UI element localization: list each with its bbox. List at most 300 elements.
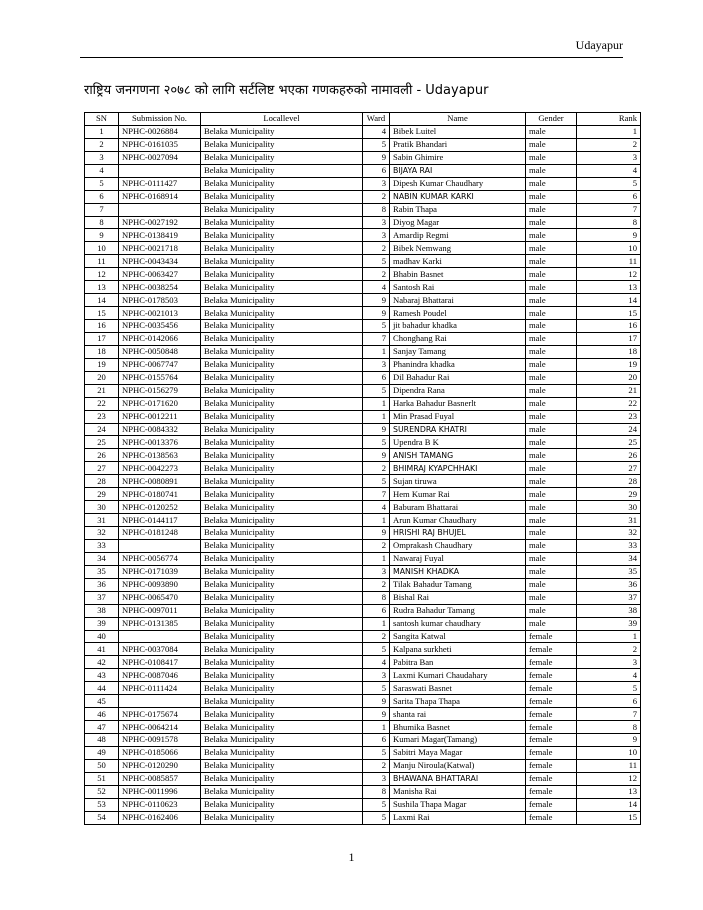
cell-submission: NPHC-0021718 xyxy=(119,242,201,255)
cell-submission: NPHC-0067747 xyxy=(119,358,201,371)
cell-rank: 9 xyxy=(577,229,641,242)
cell-name: Sangita Katwal xyxy=(390,630,526,643)
cell-submission: NPHC-0110623 xyxy=(119,798,201,811)
table-row xyxy=(85,565,641,578)
cell-name: MANISH KHADKA xyxy=(390,565,526,578)
column-header-name: Name xyxy=(390,113,526,126)
cell-rank: 10 xyxy=(577,746,641,759)
cell-rank: 2 xyxy=(577,138,641,151)
cell-sn: 44 xyxy=(85,682,119,695)
cell-name: Ramesh Poudel xyxy=(390,307,526,320)
cell-submission xyxy=(119,203,201,216)
cell-rank: 7 xyxy=(577,203,641,216)
table-row xyxy=(85,811,641,824)
cell-sn: 40 xyxy=(85,630,119,643)
cell-submission: NPHC-0131385 xyxy=(119,617,201,630)
table-row xyxy=(85,177,641,190)
table-row xyxy=(85,682,641,695)
cell-name: Dipesh Kumar Chaudhary xyxy=(390,177,526,190)
cell-gender: male xyxy=(526,320,577,333)
cell-locallevel: Belaka Municipality xyxy=(201,617,363,630)
cell-ward: 9 xyxy=(363,527,390,540)
table-row xyxy=(85,785,641,798)
table-row xyxy=(85,488,641,501)
cell-ward: 5 xyxy=(363,746,390,759)
cell-locallevel: Belaka Municipality xyxy=(201,514,363,527)
cell-gender: female xyxy=(526,746,577,759)
cell-locallevel: Belaka Municipality xyxy=(201,772,363,785)
cell-gender: female xyxy=(526,695,577,708)
table-row xyxy=(85,138,641,151)
cell-submission: NPHC-0156279 xyxy=(119,384,201,397)
cell-submission xyxy=(119,539,201,552)
cell-gender: female xyxy=(526,734,577,747)
cell-locallevel: Belaka Municipality xyxy=(201,501,363,514)
cell-locallevel: Belaka Municipality xyxy=(201,307,363,320)
cell-name: Phanindra khadka xyxy=(390,358,526,371)
cell-sn: 47 xyxy=(85,721,119,734)
cell-name: Arun Kumar Chaudhary xyxy=(390,514,526,527)
cell-locallevel: Belaka Municipality xyxy=(201,177,363,190)
table-row xyxy=(85,164,641,177)
cell-name: Nawaraj Fuyal xyxy=(390,552,526,565)
cell-submission: NPHC-0185066 xyxy=(119,746,201,759)
cell-sn: 53 xyxy=(85,798,119,811)
cell-rank: 33 xyxy=(577,539,641,552)
cell-locallevel: Belaka Municipality xyxy=(201,255,363,268)
column-header-sn: SN xyxy=(85,113,119,126)
cell-locallevel: Belaka Municipality xyxy=(201,759,363,772)
cell-gender: male xyxy=(526,307,577,320)
cell-name: Hem Kumar Rai xyxy=(390,488,526,501)
cell-name: Upendra B K xyxy=(390,436,526,449)
cell-gender: female xyxy=(526,785,577,798)
cell-sn: 51 xyxy=(85,772,119,785)
cell-sn: 4 xyxy=(85,164,119,177)
cell-name: Harka Bahadur Basnerlt xyxy=(390,397,526,410)
cell-sn: 49 xyxy=(85,746,119,759)
table-row xyxy=(85,397,641,410)
table-row xyxy=(85,721,641,734)
cell-rank: 9 xyxy=(577,734,641,747)
cell-locallevel: Belaka Municipality xyxy=(201,268,363,281)
cell-rank: 12 xyxy=(577,268,641,281)
cell-gender: female xyxy=(526,772,577,785)
cell-gender: female xyxy=(526,721,577,734)
cell-ward: 3 xyxy=(363,229,390,242)
cell-name: Dipendra Rana xyxy=(390,384,526,397)
cell-sn: 35 xyxy=(85,565,119,578)
cell-submission: NPHC-0120252 xyxy=(119,501,201,514)
cell-rank: 13 xyxy=(577,785,641,798)
cell-gender: male xyxy=(526,255,577,268)
cell-name: shanta rai xyxy=(390,708,526,721)
cell-rank: 3 xyxy=(577,656,641,669)
cell-gender: male xyxy=(526,177,577,190)
cell-ward: 3 xyxy=(363,216,390,229)
cell-sn: 31 xyxy=(85,514,119,527)
cell-sn: 50 xyxy=(85,759,119,772)
cell-ward: 5 xyxy=(363,320,390,333)
cell-name: madhav Karki xyxy=(390,255,526,268)
cell-locallevel: Belaka Municipality xyxy=(201,604,363,617)
cell-sn: 52 xyxy=(85,785,119,798)
cell-rank: 15 xyxy=(577,307,641,320)
cell-ward: 9 xyxy=(363,307,390,320)
cell-name: Bishal Rai xyxy=(390,591,526,604)
cell-sn: 42 xyxy=(85,656,119,669)
cell-locallevel: Belaka Municipality xyxy=(201,798,363,811)
cell-ward: 2 xyxy=(363,630,390,643)
cell-sn: 45 xyxy=(85,695,119,708)
table-row xyxy=(85,539,641,552)
cell-name: Sabitri Maya Magar xyxy=(390,746,526,759)
cell-gender: male xyxy=(526,203,577,216)
cell-rank: 12 xyxy=(577,772,641,785)
cell-name: Bhumika Basnet xyxy=(390,721,526,734)
cell-ward: 9 xyxy=(363,708,390,721)
cell-locallevel: Belaka Municipality xyxy=(201,682,363,695)
cell-locallevel: Belaka Municipality xyxy=(201,811,363,824)
cell-rank: 10 xyxy=(577,242,641,255)
cell-name: Nabaraj Bhattarai xyxy=(390,294,526,307)
cell-locallevel: Belaka Municipality xyxy=(201,746,363,759)
cell-ward: 2 xyxy=(363,462,390,475)
cell-locallevel: Belaka Municipality xyxy=(201,539,363,552)
table-row xyxy=(85,617,641,630)
cell-rank: 7 xyxy=(577,708,641,721)
cell-submission: NPHC-0013376 xyxy=(119,436,201,449)
cell-rank: 2 xyxy=(577,643,641,656)
cell-ward: 4 xyxy=(363,125,390,138)
cell-sn: 13 xyxy=(85,281,119,294)
cell-sn: 41 xyxy=(85,643,119,656)
cell-sn: 25 xyxy=(85,436,119,449)
cell-locallevel: Belaka Municipality xyxy=(201,656,363,669)
cell-sn: 30 xyxy=(85,501,119,514)
table-row xyxy=(85,501,641,514)
cell-ward: 8 xyxy=(363,591,390,604)
cell-gender: male xyxy=(526,527,577,540)
cell-locallevel: Belaka Municipality xyxy=(201,229,363,242)
cell-rank: 31 xyxy=(577,514,641,527)
cell-submission: NPHC-0111427 xyxy=(119,177,201,190)
cell-name: Laxmi Rai xyxy=(390,811,526,824)
cell-locallevel: Belaka Municipality xyxy=(201,216,363,229)
table-row xyxy=(85,203,641,216)
cell-locallevel: Belaka Municipality xyxy=(201,552,363,565)
cell-ward: 5 xyxy=(363,255,390,268)
cell-gender: male xyxy=(526,358,577,371)
cell-sn: 28 xyxy=(85,475,119,488)
table-row xyxy=(85,798,641,811)
cell-sn: 29 xyxy=(85,488,119,501)
cell-sn: 17 xyxy=(85,332,119,345)
cell-gender: male xyxy=(526,216,577,229)
cell-gender: male xyxy=(526,410,577,423)
cell-gender: male xyxy=(526,164,577,177)
cell-submission: NPHC-0161035 xyxy=(119,138,201,151)
cell-gender: male xyxy=(526,565,577,578)
cell-locallevel: Belaka Municipality xyxy=(201,345,363,358)
cell-gender: male xyxy=(526,125,577,138)
cell-ward: 5 xyxy=(363,811,390,824)
cell-sn: 3 xyxy=(85,151,119,164)
cell-ward: 5 xyxy=(363,138,390,151)
cell-submission: NPHC-0063427 xyxy=(119,268,201,281)
cell-rank: 26 xyxy=(577,449,641,462)
cell-sn: 20 xyxy=(85,371,119,384)
cell-ward: 8 xyxy=(363,785,390,798)
cell-sn: 38 xyxy=(85,604,119,617)
cell-gender: male xyxy=(526,384,577,397)
cell-rank: 21 xyxy=(577,384,641,397)
cell-ward: 2 xyxy=(363,190,390,203)
table-header-row xyxy=(85,113,641,126)
table-body xyxy=(85,125,641,824)
cell-sn: 1 xyxy=(85,125,119,138)
cell-submission: NPHC-0085857 xyxy=(119,772,201,785)
cell-gender: male xyxy=(526,449,577,462)
cell-name: santosh kumar chaudhary xyxy=(390,617,526,630)
cell-submission: NPHC-0175674 xyxy=(119,708,201,721)
table-row xyxy=(85,255,641,268)
cell-locallevel: Belaka Municipality xyxy=(201,669,363,682)
cell-submission: NPHC-0138419 xyxy=(119,229,201,242)
column-header-gender: Gender xyxy=(526,113,577,126)
cell-locallevel: Belaka Municipality xyxy=(201,565,363,578)
cell-rank: 19 xyxy=(577,358,641,371)
cell-ward: 9 xyxy=(363,423,390,436)
cell-name: Saraswati Basnet xyxy=(390,682,526,695)
cell-locallevel: Belaka Municipality xyxy=(201,708,363,721)
cell-sn: 24 xyxy=(85,423,119,436)
table-row xyxy=(85,552,641,565)
cell-locallevel: Belaka Municipality xyxy=(201,332,363,345)
table-row xyxy=(85,772,641,785)
cell-sn: 15 xyxy=(85,307,119,320)
table-row xyxy=(85,759,641,772)
cell-gender: male xyxy=(526,151,577,164)
cell-locallevel: Belaka Municipality xyxy=(201,630,363,643)
cell-rank: 16 xyxy=(577,320,641,333)
cell-ward: 9 xyxy=(363,449,390,462)
table-row xyxy=(85,708,641,721)
cell-submission: NPHC-0155764 xyxy=(119,371,201,384)
cell-ward: 2 xyxy=(363,759,390,772)
cell-rank: 36 xyxy=(577,578,641,591)
table-row xyxy=(85,320,641,333)
cell-ward: 4 xyxy=(363,501,390,514)
table-row xyxy=(85,669,641,682)
cell-submission: NPHC-0084332 xyxy=(119,423,201,436)
cell-gender: male xyxy=(526,501,577,514)
cell-gender: male xyxy=(526,294,577,307)
cell-sn: 48 xyxy=(85,734,119,747)
cell-gender: male xyxy=(526,578,577,591)
cell-rank: 15 xyxy=(577,811,641,824)
cell-rank: 11 xyxy=(577,255,641,268)
cell-rank: 30 xyxy=(577,501,641,514)
cell-ward: 8 xyxy=(363,203,390,216)
cell-submission: NPHC-0111424 xyxy=(119,682,201,695)
cell-ward: 7 xyxy=(363,488,390,501)
cell-locallevel: Belaka Municipality xyxy=(201,281,363,294)
table-row xyxy=(85,281,641,294)
cell-ward: 3 xyxy=(363,669,390,682)
cell-ward: 6 xyxy=(363,604,390,617)
cell-sn: 23 xyxy=(85,410,119,423)
cell-sn: 27 xyxy=(85,462,119,475)
cell-ward: 5 xyxy=(363,682,390,695)
cell-submission: NPHC-0180741 xyxy=(119,488,201,501)
cell-name: Sushila Thapa Magar xyxy=(390,798,526,811)
cell-name: Sarita Thapa Thapa xyxy=(390,695,526,708)
cell-ward: 1 xyxy=(363,552,390,565)
table-row xyxy=(85,604,641,617)
table-row xyxy=(85,436,641,449)
cell-gender: male xyxy=(526,436,577,449)
table-row xyxy=(85,643,641,656)
cell-submission xyxy=(119,695,201,708)
table-row xyxy=(85,345,641,358)
cell-sn: 39 xyxy=(85,617,119,630)
cell-sn: 7 xyxy=(85,203,119,216)
cell-submission: NPHC-0038254 xyxy=(119,281,201,294)
cell-gender: female xyxy=(526,759,577,772)
cell-rank: 29 xyxy=(577,488,641,501)
cell-rank: 4 xyxy=(577,164,641,177)
column-header-submission: Submission No. xyxy=(119,113,201,126)
cell-submission: NPHC-0027094 xyxy=(119,151,201,164)
cell-locallevel: Belaka Municipality xyxy=(201,643,363,656)
cell-sn: 54 xyxy=(85,811,119,824)
table-row xyxy=(85,578,641,591)
cell-ward: 5 xyxy=(363,643,390,656)
cell-locallevel: Belaka Municipality xyxy=(201,371,363,384)
cell-locallevel: Belaka Municipality xyxy=(201,436,363,449)
table-row xyxy=(85,591,641,604)
cell-ward: 3 xyxy=(363,358,390,371)
cell-rank: 1 xyxy=(577,125,641,138)
cell-submission xyxy=(119,630,201,643)
cell-sn: 12 xyxy=(85,268,119,281)
cell-rank: 38 xyxy=(577,604,641,617)
table-row xyxy=(85,475,641,488)
cell-gender: male xyxy=(526,281,577,294)
cell-sn: 22 xyxy=(85,397,119,410)
cell-name: Kalpana surkheti xyxy=(390,643,526,656)
cell-rank: 13 xyxy=(577,281,641,294)
cell-rank: 20 xyxy=(577,371,641,384)
column-header-rank: Rank xyxy=(577,113,641,126)
cell-submission: NPHC-0142066 xyxy=(119,332,201,345)
cell-rank: 37 xyxy=(577,591,641,604)
cell-name: Bhabin Basnet xyxy=(390,268,526,281)
table-row xyxy=(85,384,641,397)
cell-rank: 34 xyxy=(577,552,641,565)
table-row xyxy=(85,410,641,423)
cell-name: Sanjay Tamang xyxy=(390,345,526,358)
cell-submission: NPHC-0171039 xyxy=(119,565,201,578)
cell-rank: 25 xyxy=(577,436,641,449)
cell-locallevel: Belaka Municipality xyxy=(201,320,363,333)
enumerator-table xyxy=(84,112,641,825)
cell-rank: 11 xyxy=(577,759,641,772)
cell-sn: 18 xyxy=(85,345,119,358)
cell-locallevel: Belaka Municipality xyxy=(201,151,363,164)
cell-rank: 8 xyxy=(577,216,641,229)
cell-ward: 1 xyxy=(363,617,390,630)
cell-submission: NPHC-0097011 xyxy=(119,604,201,617)
table-row xyxy=(85,242,641,255)
cell-sn: 43 xyxy=(85,669,119,682)
cell-ward: 1 xyxy=(363,514,390,527)
table-row xyxy=(85,462,641,475)
cell-name: Pabitra Ban xyxy=(390,656,526,669)
cell-submission: NPHC-0171620 xyxy=(119,397,201,410)
cell-rank: 22 xyxy=(577,397,641,410)
cell-ward: 7 xyxy=(363,332,390,345)
table-row xyxy=(85,514,641,527)
cell-name: Diyog Magar xyxy=(390,216,526,229)
table-row xyxy=(85,358,641,371)
cell-locallevel: Belaka Municipality xyxy=(201,423,363,436)
cell-ward: 1 xyxy=(363,410,390,423)
cell-gender: female xyxy=(526,708,577,721)
cell-submission: NPHC-0093890 xyxy=(119,578,201,591)
cell-locallevel: Belaka Municipality xyxy=(201,488,363,501)
cell-gender: female xyxy=(526,682,577,695)
cell-gender: male xyxy=(526,397,577,410)
cell-ward: 6 xyxy=(363,164,390,177)
cell-sn: 6 xyxy=(85,190,119,203)
cell-gender: male xyxy=(526,488,577,501)
cell-ward: 2 xyxy=(363,242,390,255)
cell-rank: 6 xyxy=(577,190,641,203)
cell-sn: 10 xyxy=(85,242,119,255)
cell-name: Dil Bahadur Rai xyxy=(390,371,526,384)
cell-name: SURENDRA KHATRI xyxy=(390,423,526,436)
cell-gender: male xyxy=(526,552,577,565)
column-header-locallevel: Locallevel xyxy=(201,113,363,126)
cell-sn: 46 xyxy=(85,708,119,721)
cell-locallevel: Belaka Municipality xyxy=(201,449,363,462)
cell-ward: 5 xyxy=(363,798,390,811)
cell-sn: 36 xyxy=(85,578,119,591)
cell-locallevel: Belaka Municipality xyxy=(201,164,363,177)
cell-submission: NPHC-0168914 xyxy=(119,190,201,203)
page-number: 1 xyxy=(348,850,355,864)
table-row xyxy=(85,307,641,320)
cell-rank: 14 xyxy=(577,294,641,307)
cell-gender: male xyxy=(526,345,577,358)
cell-rank: 14 xyxy=(577,798,641,811)
cell-ward: 1 xyxy=(363,721,390,734)
table-row xyxy=(85,449,641,462)
cell-rank: 17 xyxy=(577,332,641,345)
table-row xyxy=(85,423,641,436)
table-row xyxy=(85,695,641,708)
cell-locallevel: Belaka Municipality xyxy=(201,475,363,488)
table-row xyxy=(85,216,641,229)
cell-submission: NPHC-0035456 xyxy=(119,320,201,333)
cell-rank: 8 xyxy=(577,721,641,734)
table-row xyxy=(85,527,641,540)
cell-sn: 33 xyxy=(85,539,119,552)
cell-submission: NPHC-0162406 xyxy=(119,811,201,824)
cell-locallevel: Belaka Municipality xyxy=(201,294,363,307)
